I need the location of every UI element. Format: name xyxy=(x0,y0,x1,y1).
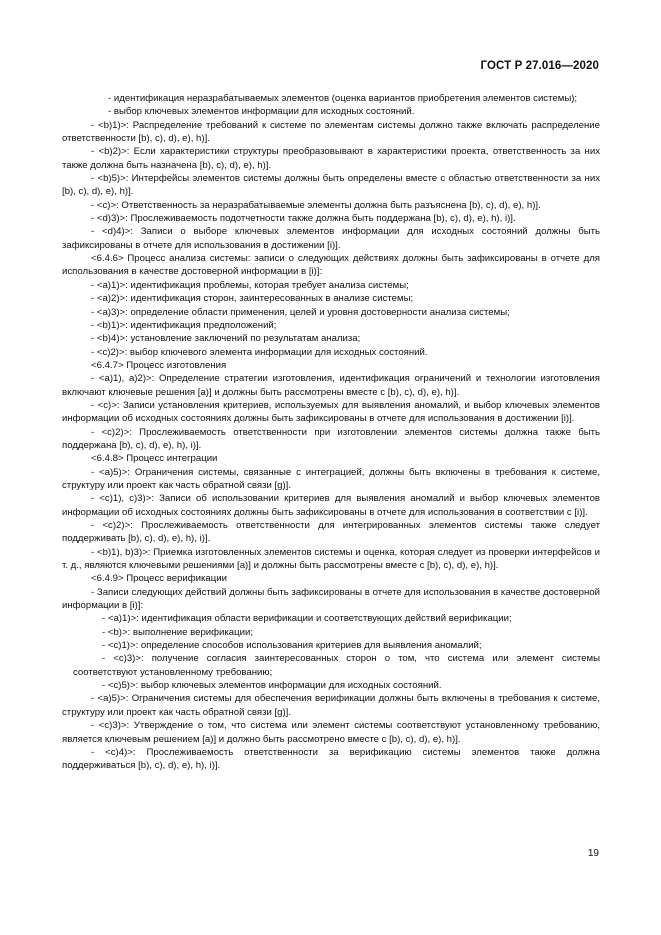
paragraph: <6.4.9> Процесс верификации xyxy=(91,573,227,585)
paragraph: - <b)1)>: идентификация предположений; xyxy=(91,319,277,331)
paragraph: <6.4.6> Процесс анализа системы: записи о следующих действиях должны быть зафиксированы в отчете для использования в качестве достоверной информации в [i)]: xyxy=(62,253,600,278)
document-header: ГОСТ Р 27.016—2020 xyxy=(480,60,599,72)
paragraph: - <a)5)>: Ограничения системы, связанные с интеграцией, должны быть включены в требования к системе, структуру или проект как часть обратной связи [g)]. xyxy=(62,466,600,491)
paragraph: - <a)5)>: Ограничения системы для обеспечения верификации должны быть включены в требования к системе, структуру или проект как часть обратной связи [g)]. xyxy=(62,693,600,718)
paragraph: - <b)5)>: Интерфейсы элементов системы должны быть определены вместе с областью ответственности за них [b), c), d), e), h)]. xyxy=(62,173,600,198)
paragraph: - <a)1), a)2)>: Определение стратегии изготовления, идентификация ограничений и технологии изготовления включают ключевые решения [a)] и должны быть рассмотрены вместе с [b), c), d), e), h)]. xyxy=(62,373,600,398)
paragraph: - <a)1)>: идентификация области верификации и соответствующих действий верификации; xyxy=(102,613,512,625)
paragraph: - <c)1)>: определение способов использования критериев для выявления аномалий; xyxy=(102,640,482,652)
paragraph: - <a)3)>: определение области применения, целей и уровня достоверности анализа системы; xyxy=(91,306,510,318)
paragraph: - <c)3)>: Утверждение о том, что система или элемент системы соответствуют установленному требованию, является ключевым решением [a)] и должно быть рассмотрено вместе с [b), c), d), e), h)]. xyxy=(62,720,600,745)
paragraph: - выбор ключевых элементов информации для исходных состояний. xyxy=(108,106,415,118)
paragraph: - <d)3)>: Прослеживаемость подотчетности также должна быть поддержана [b), c), d), e), h), i)]. xyxy=(91,213,516,225)
paragraph: - <b)1)>: Распределение требований к системе по элементам системы должно также включать распределение ответственности [b), c), d), e), h)]. xyxy=(62,119,600,145)
paragraph: - <d)4)>: Записи о выборе ключевых элементов информации для исходных состояний должны быть зафиксированы в отчете для использования в достижении [i)]. xyxy=(62,226,600,251)
paragraph: - <b)>: выполнение верификации; xyxy=(102,626,254,638)
paragraph: - <c)5)>: выбор ключевых элементов информации для исходных состояний. xyxy=(102,680,442,692)
paragraph: - <a)2)>: идентификация сторон, заинтересованных в анализе системы; xyxy=(91,293,414,305)
paragraph: - идентификация неразрабатываемых элементов (оценка вариантов приобретения элементов системы); xyxy=(108,93,578,104)
paragraph: - <c)>: Записи установления критериев, используемых для выявления аномалий, и выбор ключевых элементов информации об исходных состояниях должны быть зафиксированы в отчете для использования в достижении [i)]. xyxy=(62,399,600,425)
paragraph: - <c)1), c)3)>: Записи об использовании критериев для выявления аномалий и выбор ключевых элементов информации об исходных состояниях должны быть зафиксированы в отчете для использования в соответствии с [i)]. xyxy=(62,493,600,518)
paragraph: - <c)2)>: выбор ключевого элемента информации для исходных состояний. xyxy=(91,346,428,358)
paragraph: - <c)4)>: Прослеживаемость ответственности за верификацию системы элементов также должна поддерживаться [b), c), d), e), h), i)]. xyxy=(62,746,600,772)
paragraph: - <c)2)>: Прослеживаемость ответственности для интегрированных элементов системы также следует поддерживать [b), c), d), e), h), i)]. xyxy=(62,520,600,545)
paragraph: - <c)>: Ответственность за неразрабатываемые элементы должна быть разъяснена [b), c), d), e), h)]. xyxy=(91,199,541,211)
paragraph: - <b)1), b)3)>: Приемка изготовленных элементов системы и оценка, которая следует из проверки интерфейсов и т. д., являются ключевыми решениями [a)] и должны быть рассмотрены вместе с [b), c), d), e), h)]. xyxy=(62,546,600,572)
paragraph: - <b)4)>: установление заключений по результатам анализа; xyxy=(91,333,361,345)
paragraph: - <b)2)>: Если характеристики структуры преобразовывают в характеристики проекта, ответственность за них также должна быть назначена [b), c), d), e), h)]. xyxy=(62,146,600,171)
document-body xyxy=(62,92,600,773)
paragraph: - Записи следующих действий должны быть зафиксированы в отчете для использования в качестве достоверной информации в [i)]: xyxy=(62,586,600,612)
paragraph: - <a)1)>: идентификация проблемы, которая требует анализа системы; xyxy=(91,279,409,291)
paragraph: <6.4.8> Процесс интеграции xyxy=(91,453,218,465)
paragraph: - <c)3)>: получение согласия заинтересованных сторон о том, что система или элемент системы соответствуют установленному требованию; xyxy=(73,653,600,678)
paragraph: - <c)2)>: Прослеживаемость ответственности при изготовлении элементов системы должна также быть поддержана [b), c), d), e), h), i)]. xyxy=(62,426,600,451)
paragraph: <6.4.7> Процесс изготовления xyxy=(91,359,227,371)
page-number: 19 xyxy=(587,848,599,859)
